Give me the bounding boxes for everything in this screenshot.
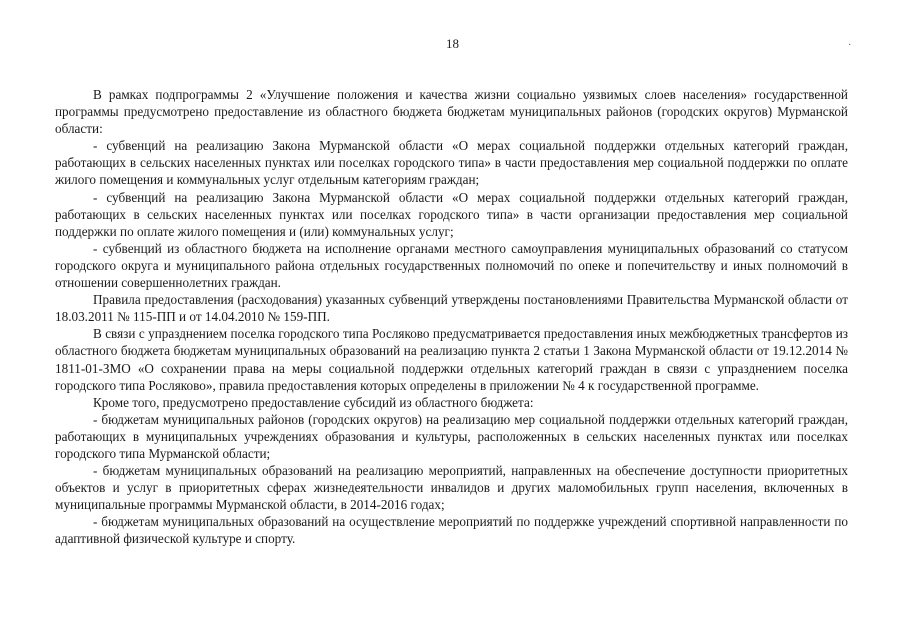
paragraph-subsidies-intro: Кроме того, предусмотрено предоставление субсидий из областного бюджета: [93, 394, 534, 410]
scan-speck: · [848, 40, 852, 51]
paragraph-roslyakovo: В связи с упразднением поселка городского типа Росляково предусматривается предоставления иных межбюджетных трансфертов из областного бюджета бюджетам муниципальных образований на реализацию пункта 2 статьи 1 Закона Мурманской области от 19.12.2014 № 1811-01-ЗМО «О сохранении права на меры социальной поддержки отдельных категорий граждан в связи с упразднением поселка городского типа Росляково», правила предоставления которых определены в приложении № 4 к государственной программе. [55, 326, 848, 393]
paragraph-subvention-housing: - субвенций на реализацию Закона Мурманской области «О мерах социальной поддержки отдельных категорий граждан, работающих в сельских населенных пунктах или поселках городского типа» в части предоставления мер социальной поддержки по оплате жилого помещения и коммунальных услуг отдельным категориям граждан; [55, 138, 848, 188]
paragraph-intro: В рамках подпрограммы 2 «Улучшение положения и качества жизни социально уязвимых слоев населения» государственной программы предусмотрено предоставление из областного бюджета бюджетам муниципальных районов (городских округов) Мурманской области: [55, 87, 848, 137]
paragraph-subvention-organization: - субвенций на реализацию Закона Мурманской области «О мерах социальной поддержки отдельных категорий граждан, работающих в сельских населенных пунктах или поселках городского типа» в части организации предоставления мер социальной поддержки по оплате жилого помещения и (или) коммунальных услуг; [55, 189, 848, 239]
page-number: 18 [446, 36, 459, 51]
paragraph-rules: Правила предоставления (расходования) указанных субвенций утверждены постановлениями Правительства Мурманской области от 18.03.2011 № 115-ПП и от 14.04.2010 № 159-ПП. [55, 292, 848, 325]
paragraph-subsidy-accessibility: - бюджетам муниципальных образований на реализацию мероприятий, направленных на обеспечение доступности приоритетных объектов и услуг в приоритетных сферах жизнедеятельности инвалидов и других маломобильных групп населения, включенных в муниципальные программы Мурманской области, в 2014-2016 годах; [55, 463, 848, 513]
document-body [55, 86, 848, 548]
paragraph-subsidy-education-culture: - бюджетам муниципальных районов (городских округов) на реализацию мер социальной поддержки отдельных категорий граждан, работающих в муниципальных учреждениях образования и культуры, расположенных в сельских населенных пунктах или поселках городского типа Мурманской области; [55, 411, 848, 461]
paragraph-subsidy-adaptive-sport: - бюджетам муниципальных образований на осуществление мероприятий по поддержке учреждений спортивной направленности по адаптивной физической культуре и спорту. [55, 514, 848, 547]
paragraph-subvention-guardianship: - субвенций из областного бюджета на исполнение органами местного самоуправления муниципальных образований со статусом городского округа и муниципального района отдельных государственных полномочий по опеке и попечительству и иных полномочий в отношении совершеннолетних граждан. [55, 240, 848, 291]
